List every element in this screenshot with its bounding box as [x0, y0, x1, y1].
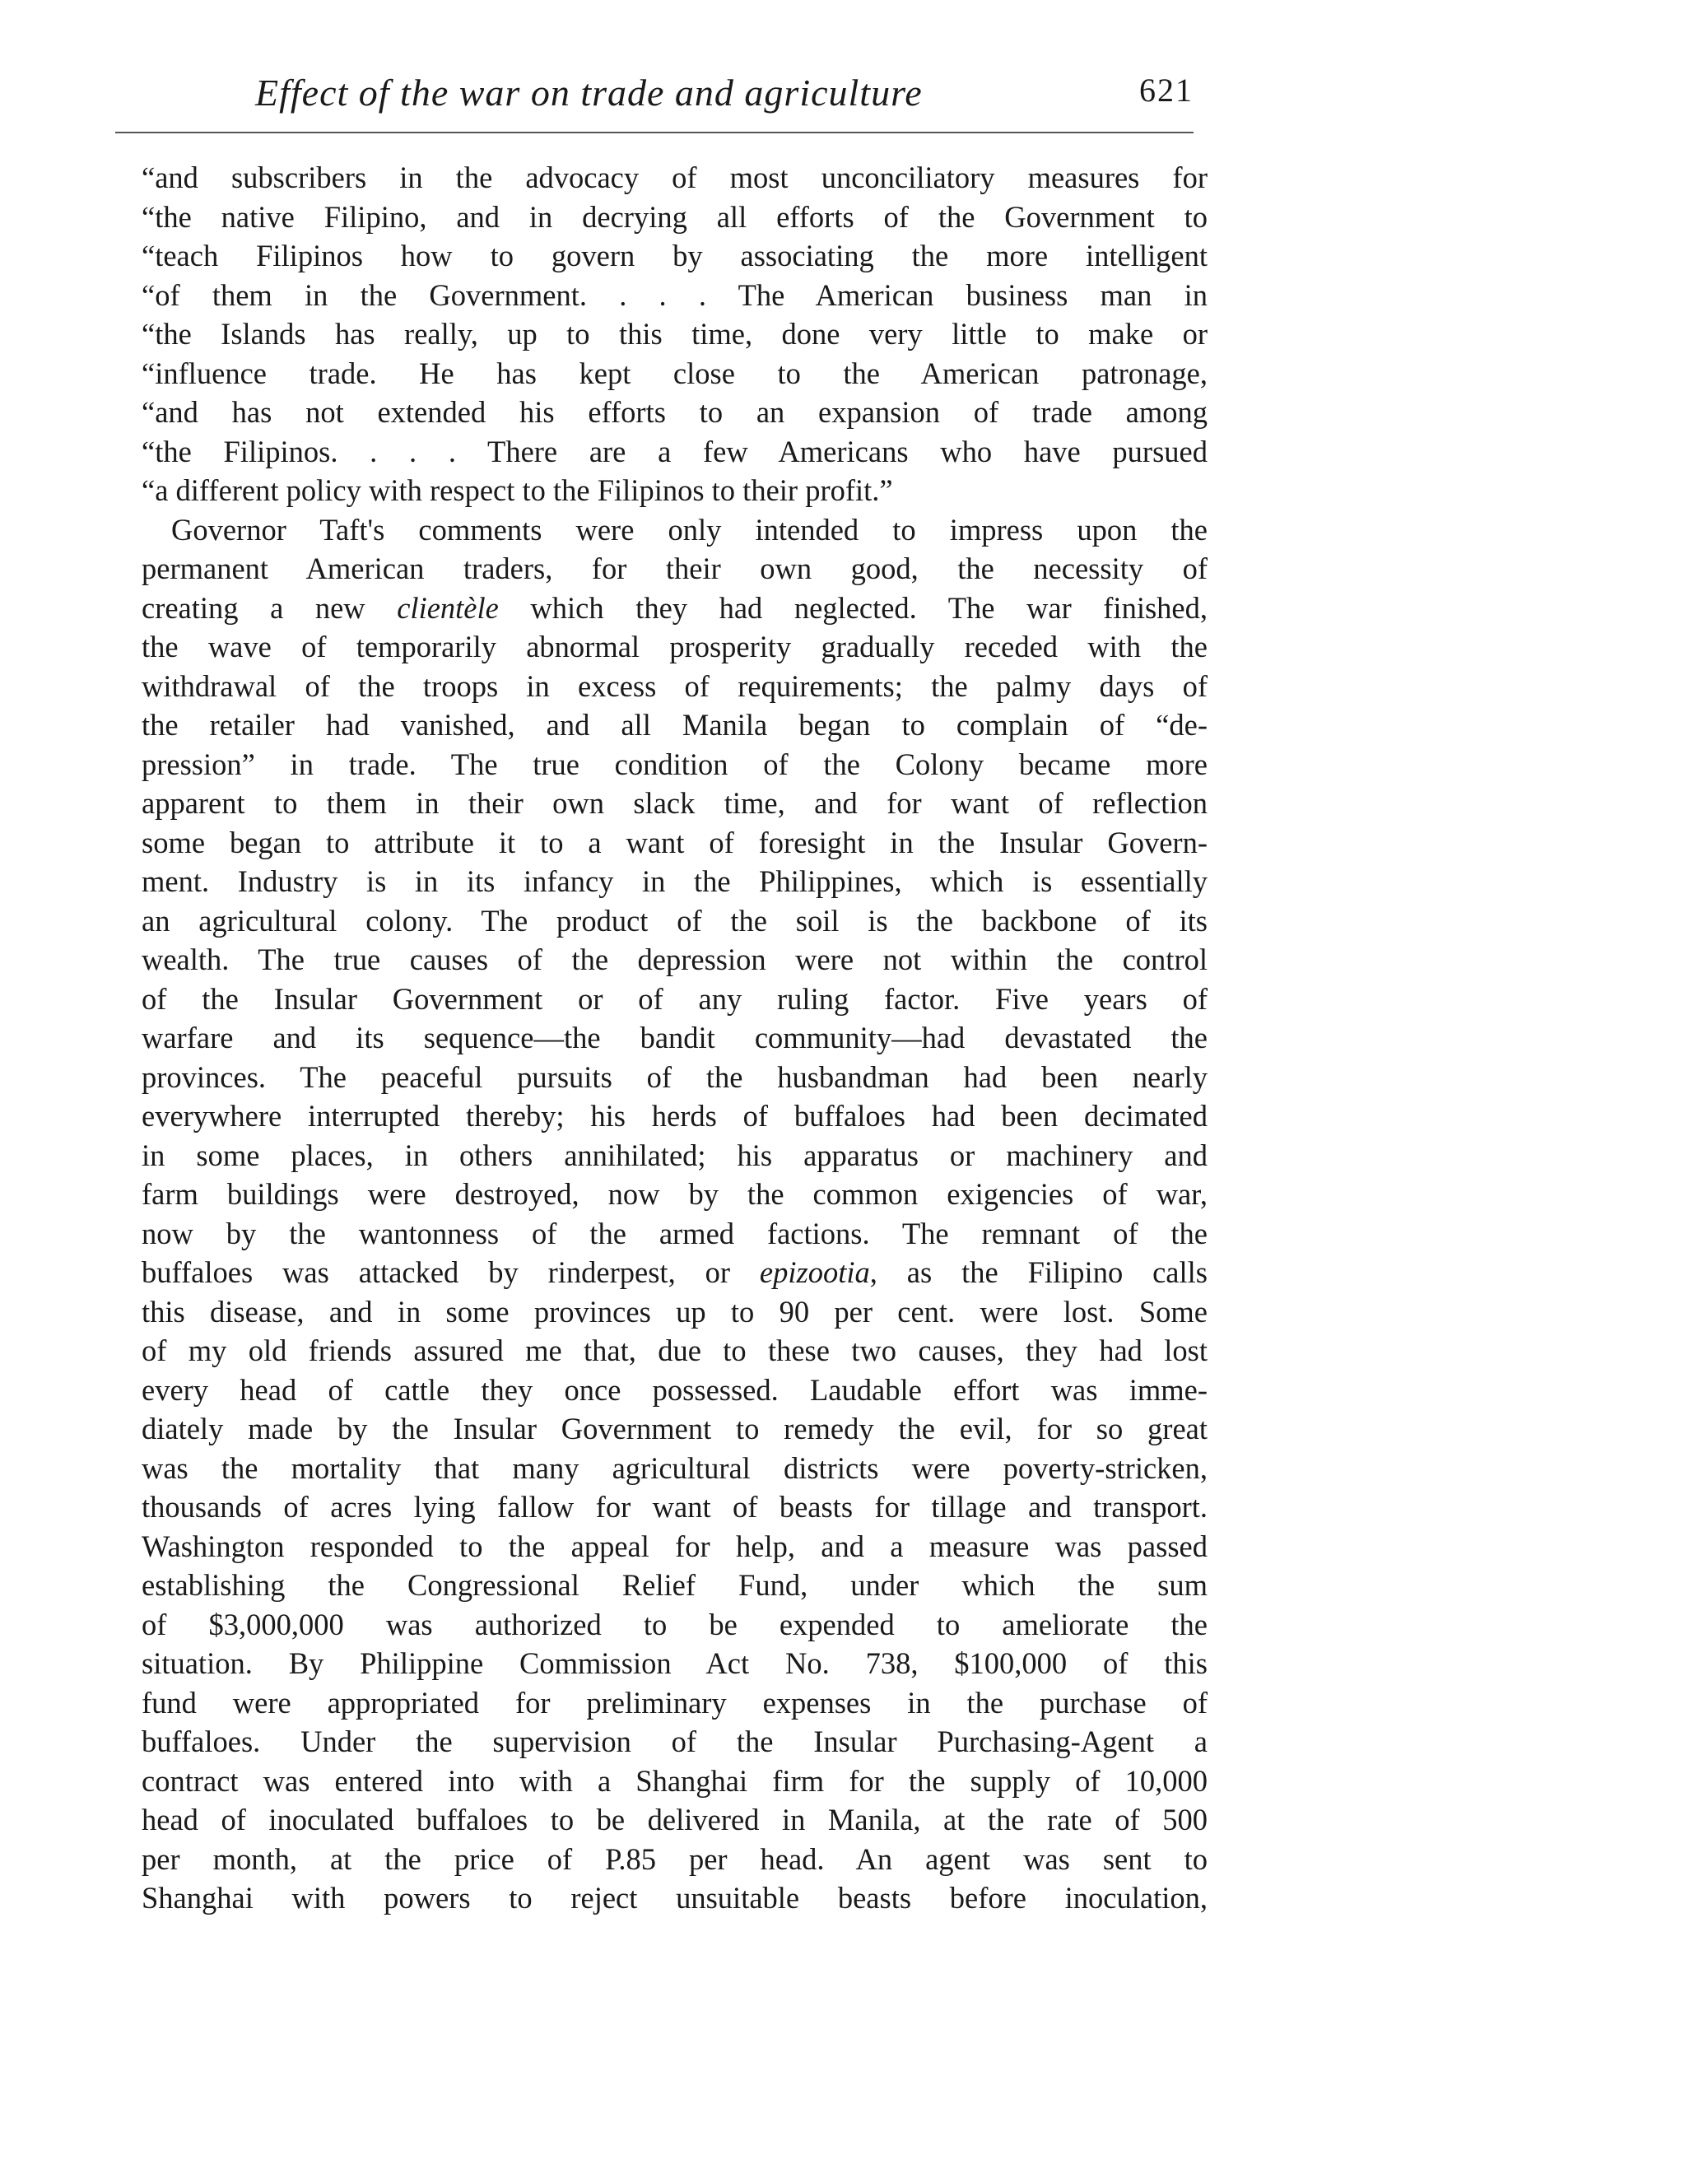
text-line: the retailer had vanished, and all Manila began to complain of “de-	[142, 708, 1208, 742]
text-line: this disease, and in some provinces up to 90 per cent. were lost. Some	[142, 1294, 1208, 1329]
text-line: per month, at the price of P.85 per head. An agent was sent to	[142, 1841, 1208, 1876]
text-line: “teach Filipinos how to govern by associating the more intelligent	[142, 239, 1208, 272]
text-line: “influence trade. He has kept close to the American patronage,	[142, 356, 1208, 390]
text-line: thousands of acres lying fallow for want of beasts for tillage and transport.	[142, 1490, 1208, 1524]
body-text	[142, 158, 1208, 1918]
header-rule	[115, 132, 1194, 133]
running-title: Effect of the war on trade and agriculture	[255, 72, 923, 114]
text-line: Shanghai with powers to reject unsuitable beasts before inoculation,	[142, 1881, 1208, 1915]
text-line: “and subscribers in the advocacy of most unconciliatory measures for	[142, 161, 1208, 194]
text-line: pression” in trade. The true condition of the Colony became more	[142, 747, 1208, 781]
text-line: everywhere interrupted thereby; his herds of buffaloes had been decimated	[142, 1099, 1208, 1133]
text-line: Washington responded to the appeal for help, and a measure was passed	[142, 1529, 1208, 1563]
text-line: warfare and its sequence—the bandit community—had devastated the	[142, 1021, 1208, 1054]
text-line: the wave of temporarily abnormal prosperity gradually receded with the	[142, 630, 1208, 663]
text-line: buffaloes. Under the supervision of the Insular Purchasing-Agent a	[142, 1725, 1208, 1758]
text-line: establishing the Congressional Relief Fund, under which the sum	[142, 1568, 1208, 1602]
text-line: wealth. The true causes of the depression were not within the control	[142, 943, 1208, 976]
text-line: diately made by the Insular Government to remedy the evil, for so great	[142, 1412, 1208, 1445]
text-line: ment. Industry is in its infancy in the Philippines, which is essentially	[142, 864, 1208, 898]
page-number: 621	[1139, 72, 1194, 109]
text-line: an agricultural colony. The product of the soil is the backbone of its	[142, 903, 1208, 938]
text-line: head of inoculated buffaloes to be delivered in Manila, at the rate of 500	[142, 1803, 1208, 1836]
text-line: of the Insular Government or of any ruling factor. Five years of	[142, 981, 1208, 1016]
text-line: provinces. The peaceful pursuits of the husbandman had been nearly	[142, 1059, 1208, 1094]
text-line: “and has not extended his efforts to an expansion of trade among	[142, 395, 1208, 429]
text-line: “the Islands has really, up to this time, done very little to make or	[142, 317, 1208, 351]
text-line: every head of cattle they once possessed. Laudable effort was imme-	[142, 1372, 1208, 1407]
text-line: buffaloes was attacked by rinderpest, or epizootia, as the Filipino calls	[142, 1255, 1208, 1289]
text-line: “the native Filipino, and in decrying all efforts of the Government to	[142, 199, 1208, 234]
text-line: situation. By Philippine Commission Act No. 738, $100,000 of this	[142, 1646, 1208, 1680]
text-line: Governor Taft's comments were only intended to impress upon the	[171, 512, 1208, 547]
text-line: in some places, in others annihilated; his apparatus or machinery and	[142, 1138, 1208, 1172]
text-line: permanent American traders, for their own good, the necessity of	[142, 552, 1208, 585]
text-line: apparent to them in their own slack time, and for want of reflection	[142, 786, 1208, 820]
text-line: of $3,000,000 was authorized to be expended to ameliorate the	[142, 1607, 1208, 1641]
text-line: was the mortality that many agricultural districts were poverty-stricken,	[142, 1450, 1208, 1485]
text-line: farm buildings were destroyed, now by the common exigencies of war,	[142, 1177, 1208, 1211]
page-header	[255, 71, 1194, 128]
text-line: creating a new clientèle which they had neglected. The war finished,	[142, 590, 1208, 625]
text-line: “the Filipinos. . . . There are a few Americans who have pursued	[142, 434, 1208, 468]
text-line: some began to attribute it to a want of foresight in the Insular Govern-	[142, 825, 1208, 859]
text-line: “of them in the Government. . . . The American business man in	[142, 277, 1208, 312]
text-line: now by the wantonness of the armed factions. The remnant of the	[142, 1216, 1208, 1250]
text-line: fund were appropriated for preliminary expenses in the purchase of	[142, 1685, 1208, 1720]
text-line: contract was entered into with a Shanghai firm for the supply of 10,000	[142, 1763, 1208, 1798]
text-line: of my old friends assured me that, due to these two causes, they had lost	[142, 1334, 1208, 1367]
text-line: “a different policy with respect to the Filipinos to their profit.”	[142, 473, 893, 507]
text-line: withdrawal of the troops in excess of requirements; the palmy days of	[142, 668, 1208, 703]
